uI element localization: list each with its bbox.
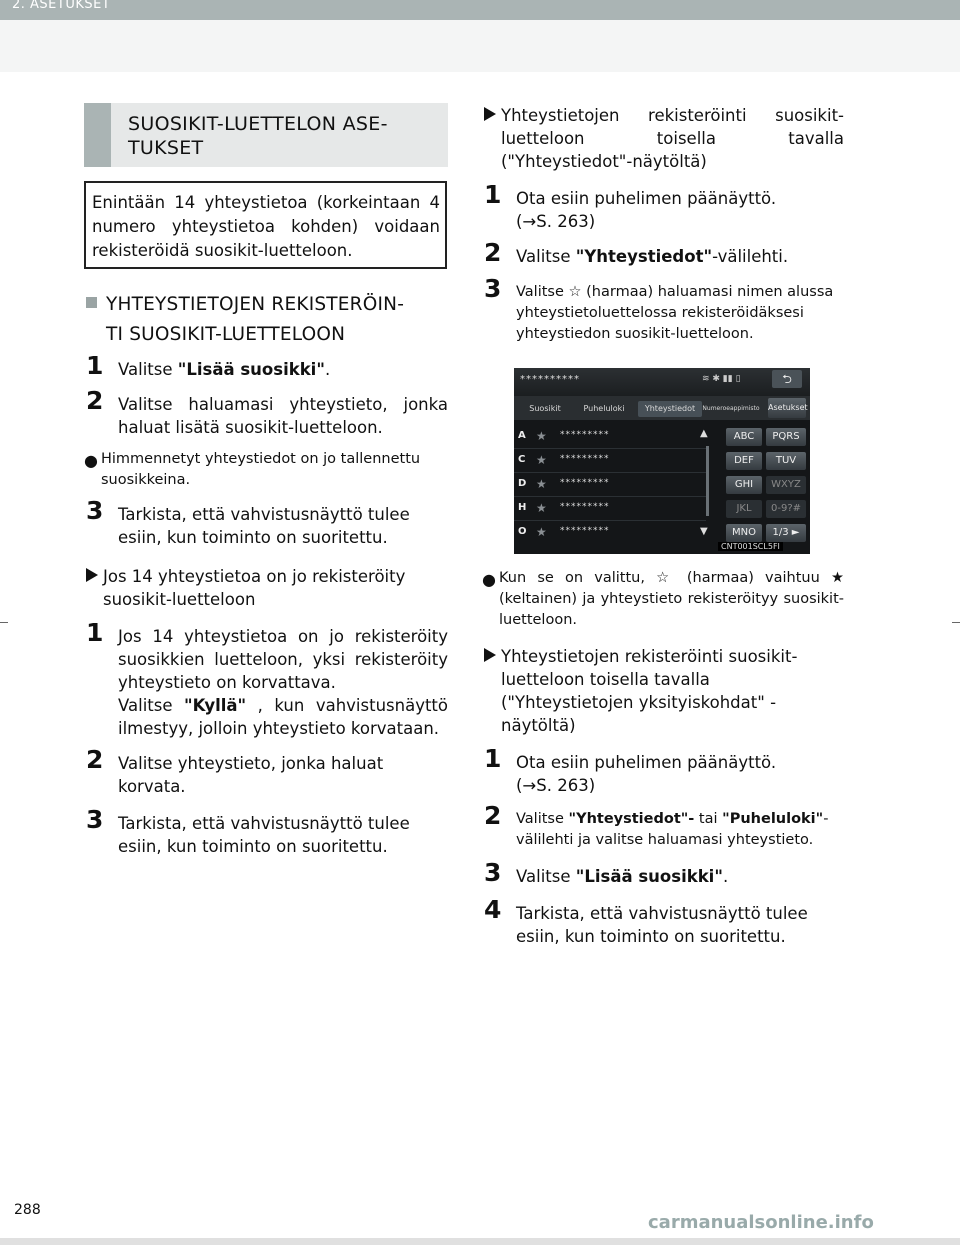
- index-letter: O: [518, 526, 527, 537]
- info-text: Enintään 14 yhteystietoa (korkeintaan 4 numero yhteystietoa kohden) voidaan rekisteröidä suosikit-luetteloon.: [92, 193, 440, 260]
- step-number: 2: [484, 801, 502, 830]
- step-text: Valitse: [516, 867, 576, 886]
- note-bullet: [84, 449, 448, 491]
- bold-term: "Yhteystiedot"-: [568, 811, 695, 827]
- key-tuv[interactable]: TUV: [766, 452, 806, 470]
- tab-puheluloki[interactable]: Puheluloki: [583, 404, 625, 413]
- step-text-end: .: [324, 360, 331, 379]
- index-letter: C: [518, 454, 526, 465]
- step-number: 1: [86, 618, 104, 647]
- star-outline-icon[interactable]: ★: [536, 525, 547, 539]
- step-text-end: .: [722, 867, 729, 886]
- top-bar: [0, 0, 960, 20]
- tab-suosikit[interactable]: Suosikit: [529, 404, 561, 413]
- index-letter: D: [518, 478, 527, 489]
- bold-term: "Kyllä": [184, 696, 247, 715]
- section-title: 2. ASETUKSET: [12, 0, 111, 12]
- step-number: 3: [86, 805, 104, 834]
- step-1: [482, 180, 844, 233]
- step-text-end: , kun vahvistusnäyttö ilmestyy, jolloin yhteystieto korvataan.: [118, 696, 448, 738]
- step-text: Valitse: [516, 247, 576, 266]
- scroll-up-icon[interactable]: ▲: [700, 428, 708, 439]
- step-number: 2: [86, 386, 104, 415]
- key-jkl[interactable]: JKL: [726, 500, 762, 518]
- note-bullet: [482, 568, 844, 631]
- screen-title: **********: [520, 374, 580, 385]
- arrow-right-icon: [484, 648, 496, 662]
- step-text-end: -välilehti ja valitse haluamasi yhteystieto.: [516, 811, 829, 848]
- status-icons: ≋ ✱ ▮▮ ▯: [702, 374, 741, 384]
- step-1: [84, 351, 448, 381]
- row-divider: [514, 448, 706, 449]
- section-heading-box: [84, 103, 448, 167]
- step-number: 1: [484, 744, 502, 773]
- arrow-heading-text: Yhteystietojen rekisteröinti suosikit-luetteloon toisella tavalla ("Yhteystiedot"-näytöltä): [501, 106, 844, 171]
- row-divider: [514, 472, 706, 473]
- row-divider: [514, 520, 706, 521]
- star-filled-icon: ★: [831, 570, 844, 586]
- step-text-end: (harmaa) haluamasi nimen alussa yhteystietoluettelossa rekisteröidäksesi yhteystiedon suosikit-luetteloon.: [516, 284, 834, 342]
- key-def[interactable]: DEF: [726, 452, 762, 470]
- star-outline-icon[interactable]: ★: [536, 429, 547, 443]
- arrow-heading-text: Yhteystietojen rekisteröinti suosikit-luetteloon toisella tavalla ("Yhteystietojen yksityiskohdat" -näytöltä): [501, 647, 798, 735]
- bold-term: "Lisää suosikki": [177, 360, 325, 379]
- step-text-end: -välilehti.: [712, 247, 789, 266]
- tab-yhteystiedot[interactable]: Yhteystiedot: [638, 401, 702, 417]
- step-number: 1: [484, 180, 502, 209]
- watermark: carmanualsonline.info: [648, 1212, 874, 1233]
- arrow-heading-text: Jos 14 yhteystietoa on jo rekisteröity suosikit-luetteloon: [103, 567, 406, 609]
- contact-name[interactable]: *********: [560, 502, 610, 512]
- heading-line-1: SUOSIKIT-LUETTELON ASE-: [128, 113, 388, 135]
- bold-term: "Puheluloki": [722, 811, 824, 827]
- step-text: Valitse yhteystieto, jonka haluat korvata.: [118, 754, 384, 796]
- page-indicator-button[interactable]: 1/3 ►: [766, 524, 806, 542]
- step-text: Ota esiin puhelimen päänäyttö.: [516, 753, 777, 772]
- step-2: [482, 801, 844, 851]
- step-number: 3: [484, 858, 502, 887]
- left-column: [84, 351, 448, 858]
- margin-mark-left: [0, 622, 8, 623]
- step-number: 2: [86, 745, 104, 774]
- bullet-dot-icon: ●: [84, 451, 98, 470]
- info-box: [84, 181, 447, 269]
- contact-name[interactable]: *********: [560, 454, 610, 464]
- key-abc[interactable]: ABC: [726, 428, 762, 446]
- step-text-mid: tai: [694, 811, 723, 827]
- step-3: [84, 496, 448, 549]
- margin-mark-right: [952, 622, 960, 623]
- subheading-line-1: YHTEYSTIETOJEN REKISTERÖIN-: [106, 294, 405, 315]
- key-ghi[interactable]: GHI: [726, 476, 762, 494]
- step-number: 2: [484, 238, 502, 267]
- step-3: [482, 858, 844, 888]
- heading-line-2: TUKSET: [128, 137, 204, 159]
- star-outline-icon[interactable]: ★: [536, 501, 547, 515]
- bullet-dot-icon: ●: [482, 570, 496, 589]
- right-column-top: [482, 104, 844, 345]
- header-band: [0, 20, 960, 72]
- arrow-heading: [482, 104, 844, 173]
- subheading: [86, 290, 450, 350]
- key-pqrs[interactable]: PQRS: [766, 428, 806, 446]
- step-text: Valitse: [516, 811, 569, 827]
- step-text: Valitse haluamasi yhteystieto, jonka haluat lisätä suosikit-luetteloon.: [118, 395, 448, 437]
- image-code: CNT001SCL5FI: [718, 542, 783, 551]
- section-heading: [128, 112, 388, 160]
- contact-name[interactable]: *********: [560, 478, 610, 488]
- page-number: 288: [14, 1202, 41, 1218]
- star-outline-icon[interactable]: ★: [536, 453, 547, 467]
- step-number: 3: [86, 496, 104, 525]
- step-text: Tarkista, että vahvistusnäyttö tulee esiin, kun toiminto on suoritettu.: [118, 505, 410, 547]
- back-icon[interactable]: ⮌: [772, 370, 802, 388]
- step-4: [482, 895, 844, 948]
- phone-contacts-screenshot: [514, 368, 810, 554]
- arrow-heading: [482, 645, 844, 737]
- footer-band: [0, 1238, 960, 1245]
- tab-numeronappaimisto[interactable]: Numeroeappimisto: [702, 405, 760, 412]
- key-mno[interactable]: MNO: [726, 524, 762, 542]
- heading-accent: [84, 103, 111, 167]
- settings-button[interactable]: Asetukset: [768, 398, 806, 418]
- note-text: Himmennetyt yhteystiedot on jo tallennettu suosikkeina.: [101, 451, 421, 488]
- bold-term: "Yhteystiedot": [575, 247, 713, 266]
- step-text-pre: Valitse: [118, 696, 184, 715]
- step-2: [482, 238, 844, 268]
- page-reference: (→S. 263): [516, 776, 596, 795]
- key-wxyz[interactable]: WXYZ: [766, 476, 806, 494]
- step-text: Jos 14 yhteystietoa on jo rekisteröity suosikkien luetteloon, yksi rekisteröity yhteystieto on korvattava.: [118, 627, 448, 692]
- step-number: 4: [484, 895, 502, 924]
- step-number: 1: [86, 351, 104, 380]
- row-divider: [514, 496, 706, 497]
- step-number: 3: [484, 274, 502, 303]
- arrow-right-icon: [86, 568, 98, 582]
- step-3: [482, 274, 844, 345]
- scrollbar[interactable]: [706, 446, 709, 516]
- note-text-mid: (harmaa) vaihtuu: [675, 570, 831, 586]
- arrow-right-icon: [484, 107, 496, 121]
- key-numbers[interactable]: 0-9?#: [766, 500, 806, 518]
- star-outline-icon[interactable]: ★: [536, 477, 547, 491]
- contact-name[interactable]: *********: [560, 526, 610, 536]
- step-text: Valitse: [118, 360, 178, 379]
- replace-step-2: [84, 745, 448, 798]
- note-text: Kun se on valittu,: [499, 570, 657, 586]
- page-reference: (→S. 263): [516, 212, 596, 231]
- square-bullet-icon: [86, 297, 97, 308]
- index-letter: A: [518, 430, 526, 441]
- step-text: Tarkista, että vahvistusnäyttö tulee esiin, kun toiminto on suoritettu.: [516, 904, 808, 946]
- replace-step-3: [84, 805, 448, 858]
- star-outline-icon: ☆: [568, 284, 582, 300]
- step-2: [84, 386, 448, 439]
- index-letter: H: [518, 502, 527, 513]
- step-text: Ota esiin puhelimen päänäyttö.: [516, 189, 777, 208]
- right-column-bottom: [482, 568, 844, 948]
- contact-name[interactable]: *********: [560, 430, 610, 440]
- bold-term: "Lisää suosikki": [575, 867, 723, 886]
- replace-step-1: [84, 618, 448, 740]
- star-outline-icon: ☆: [656, 570, 676, 586]
- step-text: Valitse: [516, 284, 569, 300]
- subheading-line-2: TI SUOSIKIT-LUETTELOON: [106, 324, 346, 345]
- arrow-heading: [84, 565, 448, 611]
- note-text-end: (keltainen) ja yhteystieto rekisteröityy suosikit-luetteloon.: [499, 591, 844, 628]
- scroll-down-icon[interactable]: ▼: [700, 526, 708, 537]
- step-text: Tarkista, että vahvistusnäyttö tulee esiin, kun toiminto on suoritettu.: [118, 814, 410, 856]
- step-1: [482, 744, 844, 797]
